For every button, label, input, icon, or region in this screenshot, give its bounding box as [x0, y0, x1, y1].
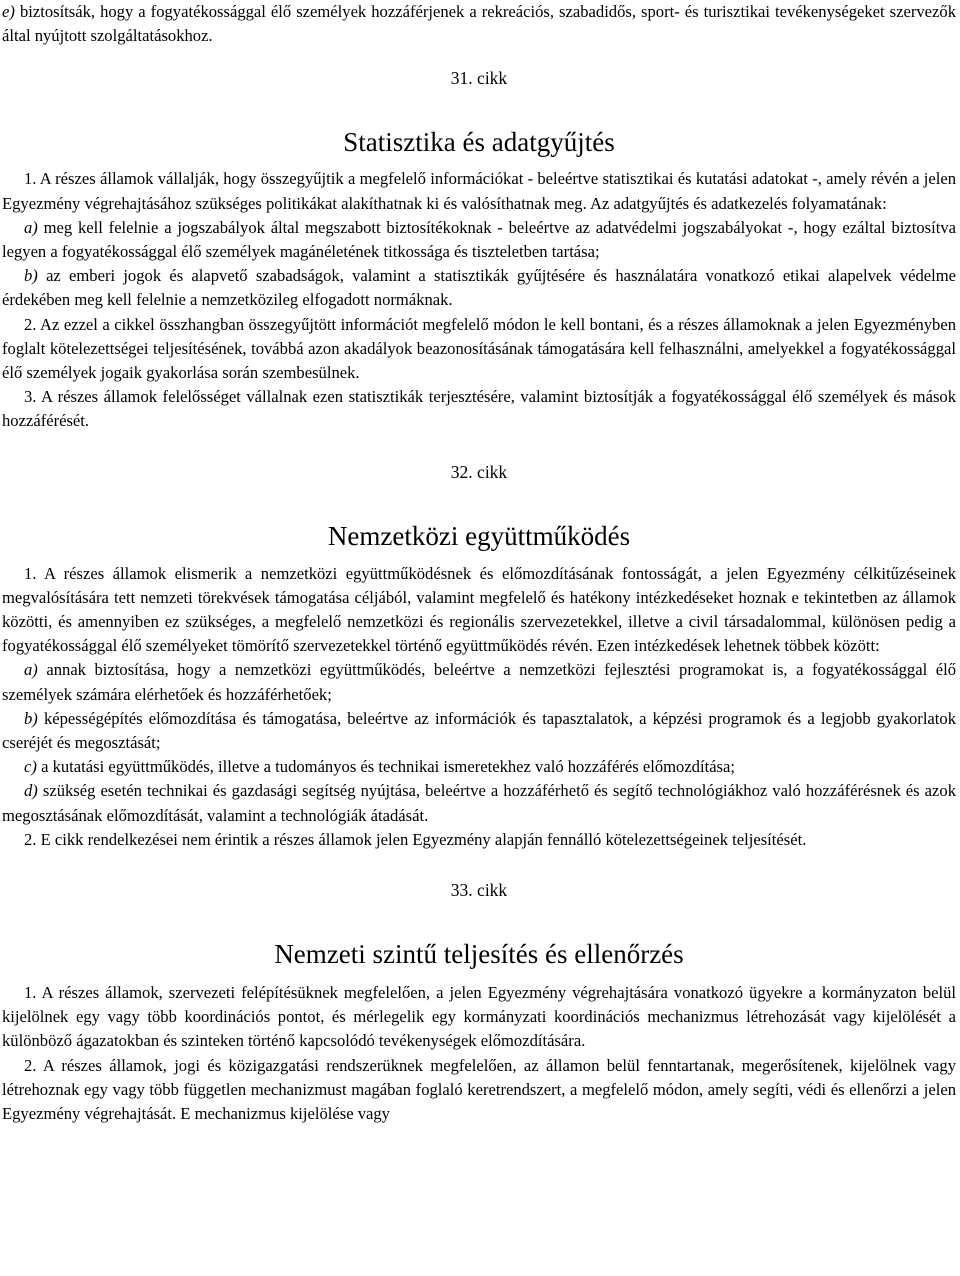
article-31-item-b	[2, 264, 956, 312]
article-33-para-1: 1. A részes államok, szervezeti felépítésüknek megfelelően, a jelen Egyezmény végrehajtására vonatkozó ügyekre a kormányzaton belül kijelölnek egy vagy több koordinációs pontot, és mérlegelik egy kormányzati koordinációs mechanizmus létrehozását vagy kijelölését a különböző ágazatokban és szinteken történő kapcsolódó tevékenységek előmozdítására.	[2, 983, 956, 1051]
intro-item-e	[2, 0, 956, 48]
item-e-text: biztosítsák, hogy a fogyatékossággal élő személyek hozzáférjenek a rekreációs, szabadidős, sport- és turisztikai tevékenységeket szervezők által nyújtott szolgáltatásokhoz.	[2, 2, 956, 46]
item-b-lead: b)	[24, 266, 38, 286]
article-32-item-b	[2, 707, 956, 755]
article-32-title: Nemzetközi együttműködés	[327, 520, 631, 551]
article-32-para-2: 2. E cikk rendelkezései nem érintik a részes államok jelen Egyezmény alapján fennálló kötelezettségeinek teljesítését.	[24, 829, 807, 849]
article-33-title: Nemzeti szintű teljesítés és ellenőrzés	[274, 939, 684, 970]
item-e-lead: e)	[2, 2, 15, 21]
item-a-text: meg kell felelnie a jogszabályok által megszabott biztosítékoknak - beleértve az adatvédelmi jogszabályokat -, hogy ezáltal biztosítva legyen a fogyatékossággal élő személyek magánéletének titkossága és tiszteletben tartása;	[2, 217, 956, 262]
article-31-para-3: 3. A részes államok felelősséget vállalnak ezen statisztikák terjesztésére, valamint biztosítják a fogyatékossággal élő személyek és mások hozzáférését.	[2, 387, 956, 431]
item-b-text: az emberi jogok és alapvető szabadságok, valamint a statisztikák gyűjtésére és használatára vonatkozó etikai alapelvek védelme érdekében meg kell felelnie a nemzetközileg elfogadott normáknak.	[2, 266, 956, 310]
article-31-para-2: 2. Az ezzel a cikkel összhangban összegyűjtött információt megfelelő módon le kell bontani, és a részes államoknak a jelen Egyezményben foglalt kötelezettségei teljesítésének, továbbá azon akadályok beazonosításának támogatására kell felhasználni, amelyekkel a fogyatékossággal élő személyek jogaik gyakorlása során szembesülnek.	[2, 314, 956, 383]
item-b-lead: b)	[24, 708, 38, 728]
item-a-text: annak biztosítása, hogy a nemzetközi együttműködés, beleértve a nemzetközi fejlesztési programokat is, a fogyatékossággal élő személyek számára elérhetőek és hozzáférhetőek;	[2, 660, 956, 704]
article-31-number: 31. cikk	[450, 68, 508, 89]
article-33-number: 33. cikk	[450, 880, 508, 901]
article-31-title: Statisztika és adatgyűjtés	[343, 127, 615, 158]
document-page	[2, 0, 956, 1126]
item-a-lead: a)	[24, 217, 38, 237]
article-32-para-1: 1. A részes államok elismerik a nemzetközi együttműködésnek és előmozdításának fontosságát, a jelen Egyezmény célkitűzéseinek megvalósítására tett nemzeti törekvések támogatása céljából, valamint megfelelő és hatékony intézkedéseket hoznak e tekintetben az államok közötti, és amennyiben ez szükséges, a megfelelő nemzetközi és regionális szervezetekkel, illetve a civil társadalommal, különösen pedig a fogyatékossággal élő személyeket tömörítő szervezetekkel történő együttműködés révén. Ezen intézkedések lehetnek többek között:	[2, 563, 956, 656]
article-31-para-1: 1. A részes államok vállalják, hogy összegyűjtik a megfelelő információkat - beleértve statisztikai és kutatási adatokat -, amely révén a jelen Egyezmény végrehajtásához szükséges politikákat alakíthatnak ki és valósíthatnak meg. Az adatgyűjtés és adatkezelés folyamatának:	[2, 169, 956, 213]
item-c-lead: c)	[24, 757, 37, 777]
article-31-item-a	[2, 216, 956, 264]
article-33-para-2: 2. A részes államok, jogi és közigazgatási rendszerüknek megfelelően, az államon belül fenntartanak, megerősítenek, kijelölnek vagy létrehoznak egy vagy több független mechanizmust magában foglaló keretrendszert, a megfelelő módon, amely segíti, védi és ellenőrzi a jelen Egyezmény végrehajtását. E mechanizmus kijelölése vagy	[2, 1055, 956, 1124]
article-32-item-d	[2, 779, 956, 827]
item-c-text: a kutatási együttműködés, illetve a tudományos és technikai ismeretekhez való hozzáférés előmozdítása;	[41, 757, 735, 777]
article-32-number: 32. cikk	[450, 461, 508, 482]
article-32-item-a	[2, 658, 956, 706]
item-a-lead: a)	[24, 660, 38, 680]
item-d-lead: d)	[24, 781, 38, 801]
article-32-item-c	[2, 755, 956, 779]
item-d-text: szükség esetén technikai és gazdasági segítség nyújtása, beleértve a hozzáférhető és segítő technológiákhoz való hozzáférésnek és azok megosztásának előmozdítását, valamint a technológiák átadását.	[2, 781, 956, 825]
item-b-text: képességépítés előmozdítása és támogatása, beleértve az információk és tapasztalatok, a képzési programok és a legjobb gyakorlatok cseréjét és megosztását;	[2, 708, 956, 753]
